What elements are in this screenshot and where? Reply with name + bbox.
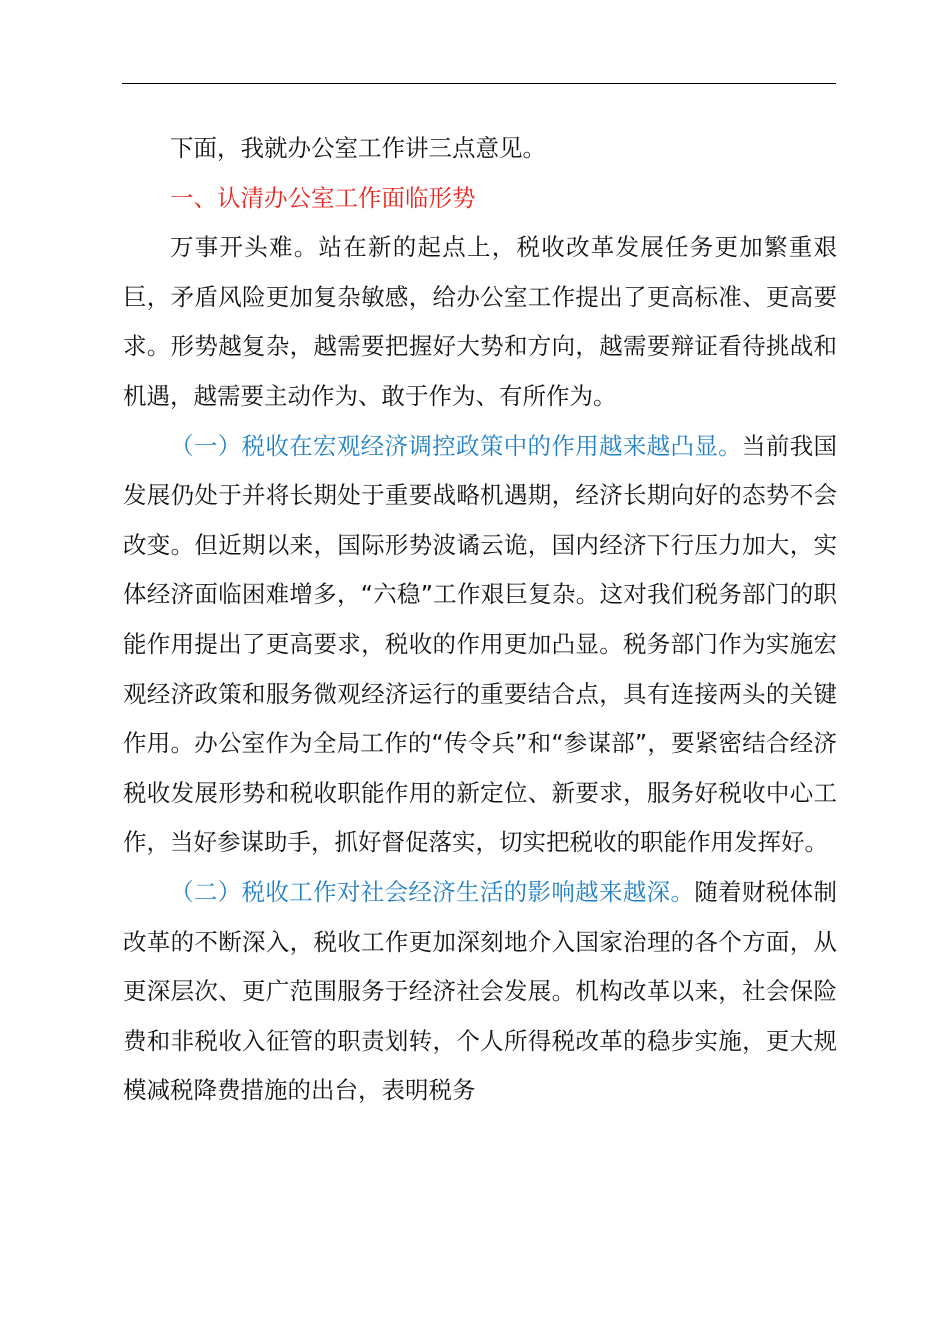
subsection-2-text: 随着财税体制改革的不断深入，税收工作更加深刻地介入国家治理的各个方面，从更深层次、更广范围服务于经济社会发展。机构改革以来，社会保险费和非税收入征管的职责划转，个人所得税改革的稳步实施，更大规模减税降费措施的出台，表明税务 [123, 877, 838, 1105]
header-rule [122, 83, 836, 84]
subsection-1-text: 当前我国发展仍处于并将长期处于重要战略机遇期，经济长期向好的态势不会改变。但近期以来，国际形势波谲云诡，国内经济下行压力加大，实体经济面临困难增多，“六稳”工作艰巨复杂。这对我们税务部门的职能作用提出了更高要求，税收的作用更加凸显。税务部门作为实施宏观经济政策和服务微观经济运行的重要结合点，具有连接两头的关键作用。办公室作为全局工作的“传令兵”和“参谋部”，要紧密结合经济税收发展形势和税收职能作用的新定位、新要求，服务好税收中心工作，当好参谋助手，抓好督促落实，切实把税收的职能作用发挥好。 [123, 431, 837, 857]
section-heading-1: 一、认清办公室工作面临形势 [170, 183, 476, 212]
section-1-paragraph: 万事开头难。站在新的起点上，税收改革发展任务更加繁重艰巨，矛盾风险更加复杂敏感，给办公室工作提出了更高标准、更高要求。形势越复杂，越需要把握好大势和方向，越需要辩证看待挑战和机遇，越需要主动作为、敢于作为、有所作为。 [123, 233, 837, 410]
subsection-heading-1: （一）税收在宏观经济调控政策中的作用越来越凸显。 [170, 431, 742, 460]
subsection-1-paragraph [123, 422, 837, 868]
intro-paragraph: 下面，我就办公室工作讲三点意见。 [170, 134, 546, 162]
document-body [123, 124, 837, 1116]
subsection-2-paragraph [123, 868, 837, 1116]
subsection-heading-2: （二）税收工作对社会经济生活的影响越来越深。 [170, 877, 695, 906]
